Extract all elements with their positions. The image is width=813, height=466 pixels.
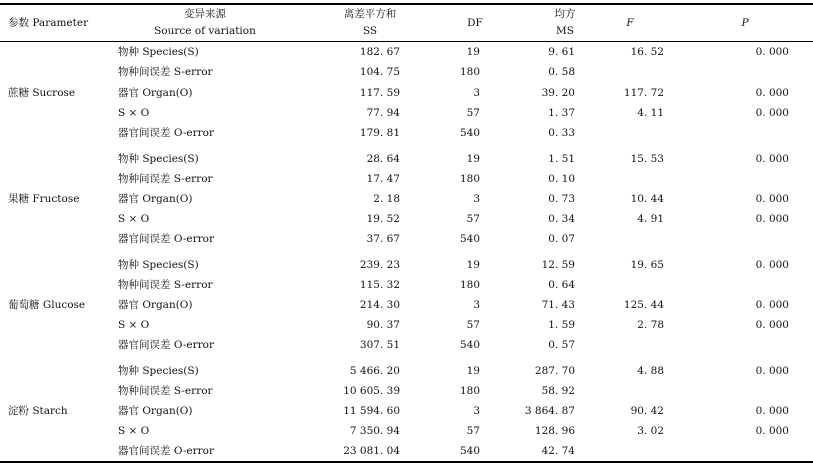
row-ss: 10 605. 39 [343,385,400,397]
row-source: 物种间误差 S-error [118,385,213,397]
header-ss-en: SS [362,25,378,37]
row-ms: 0. 33 [548,127,575,139]
row-df: 3 [473,193,480,205]
row-ss: 307. 51 [359,339,400,351]
param-glucose: 葡萄糖 Glucose [8,299,86,311]
param-sucrose: 蔗糖 Sucrose [8,87,76,99]
row-ms: 1. 51 [548,153,575,165]
row-df: 19 [466,153,480,165]
row-ss: 17. 47 [366,173,400,185]
row-ss: 77. 94 [366,107,400,119]
param-starch: 淀粉 Starch [8,405,68,417]
row-ss: 214. 30 [359,299,400,311]
header-rule [0,41,813,42]
row-p: 0. 000 [755,213,789,225]
row-ms: 0. 10 [548,173,575,185]
row-source: 物种 Species(S) [118,46,199,58]
row-ss: 7 350. 94 [349,425,400,437]
row-source: 物种 Species(S) [118,259,199,271]
row-df: 3 [473,87,480,99]
row-source: 物种间误差 S-error [118,66,213,78]
row-df: 3 [473,405,480,417]
header-source-cn: 变异来源 [184,8,226,20]
row-p: 0. 000 [755,425,789,437]
row-ss: 115. 32 [359,279,400,291]
row-df: 19 [466,259,480,271]
row-df: 540 [459,127,480,139]
row-df: 180 [459,385,480,397]
row-df: 19 [466,46,480,58]
row-ss: 182. 67 [359,46,400,58]
row-ms: 287. 70 [534,365,575,377]
row-f: 125. 44 [623,299,664,311]
row-p: 0. 000 [755,193,789,205]
row-f: 15. 53 [630,153,664,165]
row-ms: 3 864. 87 [524,405,575,417]
row-df: 57 [466,425,480,437]
row-source: S × O [118,213,150,225]
row-source: 器官 Organ(O) [118,193,193,205]
header-p: P [741,17,749,29]
header-source-en: Source of variation [154,25,256,37]
row-df: 540 [459,233,480,245]
row-ss: 2. 18 [373,193,400,205]
param-fructose: 果糖 Fructose [8,193,80,205]
row-ss: 239. 23 [359,259,400,271]
row-f: 4. 11 [637,107,664,119]
row-p: 0. 000 [755,153,789,165]
row-source: 器官 Organ(O) [118,405,193,417]
row-f: 16. 52 [630,46,664,58]
row-source: S × O [118,107,150,119]
row-ms: 0. 57 [548,339,575,351]
row-ss: 104. 75 [359,66,400,78]
row-ss: 5 466. 20 [349,365,400,377]
row-ss: 23 081. 04 [343,445,400,457]
row-ms: 9. 61 [548,46,575,58]
row-source: 器官间误差 O-error [118,233,214,245]
row-df: 180 [459,66,480,78]
row-source: 物种 Species(S) [118,153,199,165]
row-f: 90. 42 [630,405,664,417]
header-param: 参数 Parameter [8,17,89,29]
row-source: 物种间误差 S-error [118,279,213,291]
row-ms: 1. 37 [548,107,575,119]
row-df: 19 [466,365,480,377]
row-f: 2. 78 [637,319,664,331]
header-ms-en: MS [556,25,574,37]
header-ss-cn: 离差平方和 [343,8,397,20]
row-f: 4. 88 [637,365,664,377]
row-df: 3 [473,299,480,311]
row-ss: 179. 81 [359,127,400,139]
row-ss: 117. 59 [359,87,400,99]
row-p: 0. 000 [755,259,789,271]
row-f: 10. 44 [630,193,664,205]
row-ss: 37. 67 [366,233,400,245]
row-source: 器官间误差 O-error [118,339,214,351]
row-df: 180 [459,173,480,185]
row-df: 180 [459,279,480,291]
row-p: 0. 000 [755,107,789,119]
row-ms: 58. 92 [541,385,575,397]
row-ms: 0. 64 [548,279,575,291]
top-rule [0,3,813,5]
row-df: 540 [459,339,480,351]
row-ms: 0. 73 [548,193,575,205]
row-p: 0. 000 [755,87,789,99]
row-p: 0. 000 [755,299,789,311]
header-df: DF [467,17,483,29]
row-ms: 128. 96 [534,425,575,437]
bottom-rule [0,461,813,463]
header-ms-cn: 均方 [554,8,576,20]
row-f: 4. 91 [637,213,664,225]
row-ss: 19. 52 [366,213,400,225]
row-source: 器官 Organ(O) [118,299,193,311]
row-source: S × O [118,425,150,437]
row-ms: 1. 59 [548,319,575,331]
row-ms: 71. 43 [541,299,575,311]
row-f: 3. 02 [637,425,664,437]
row-f: 117. 72 [623,87,664,99]
row-ms: 0. 58 [548,66,575,78]
row-p: 0. 000 [755,46,789,58]
row-source: S × O [118,319,150,331]
row-source: 物种 Species(S) [118,365,199,377]
row-ms: 0. 34 [548,213,575,225]
row-ss: 90. 37 [366,319,400,331]
row-df: 540 [459,445,480,457]
row-ms: 42. 74 [541,445,575,457]
row-f: 19. 65 [630,259,664,271]
row-ms: 12. 59 [541,259,575,271]
row-source: 器官间误差 O-error [118,127,214,139]
row-source: 器官间误差 O-error [118,445,214,457]
row-df: 57 [466,107,480,119]
row-df: 57 [466,213,480,225]
row-ms: 39. 20 [541,87,575,99]
row-source: 物种间误差 S-error [118,173,213,185]
row-p: 0. 000 [755,405,789,417]
row-ss: 11 594. 60 [343,405,400,417]
header-f: F [626,17,634,29]
row-ss: 28. 64 [366,153,400,165]
row-df: 57 [466,319,480,331]
row-p: 0. 000 [755,319,789,331]
row-ms: 0. 07 [548,233,575,245]
row-source: 器官 Organ(O) [118,87,193,99]
row-p: 0. 000 [755,365,789,377]
